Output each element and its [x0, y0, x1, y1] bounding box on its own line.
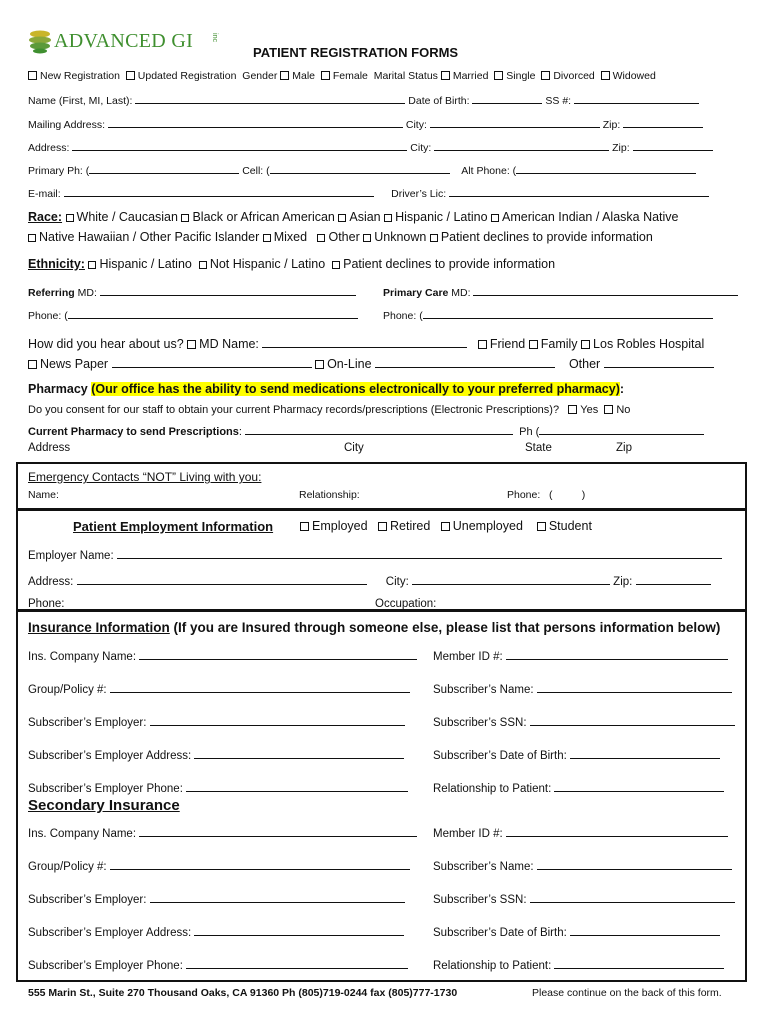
checkbox-icon — [187, 340, 196, 349]
race-option[interactable]: Other — [317, 230, 359, 244]
pharmacy-address-label: Address — [28, 442, 71, 454]
employer-name-row: Employer Name: — [28, 547, 722, 562]
ins-employer-row: Subscriber’s Employer: — [28, 714, 405, 729]
race-option[interactable]: Asian — [338, 210, 380, 224]
mailing-city-field[interactable] — [430, 116, 600, 128]
referring-md-field[interactable] — [100, 284, 356, 296]
ins-group-field[interactable] — [110, 681, 410, 693]
sec-ins-group-row: Group/Policy #: — [28, 858, 410, 873]
race-option[interactable]: Mixed — [263, 230, 307, 244]
address-row: Address: City: Zip: — [28, 139, 713, 154]
sec-ins-subscriber-dob-row: Subscriber’s Date of Birth: — [433, 924, 720, 939]
race-option[interactable]: Hispanic / Latino — [384, 210, 487, 224]
employment-title: Patient Employment Information — [73, 519, 274, 534]
sec-ins-subscriber-name-row: Subscriber’s Name: — [433, 858, 732, 873]
drivers-lic-field[interactable] — [449, 185, 709, 197]
online-field[interactable] — [375, 356, 555, 368]
gender-label: Gender — [242, 70, 278, 82]
ins-member-id-row: Member ID #: — [433, 648, 728, 663]
ss-field[interactable] — [574, 92, 699, 104]
ins-employer-phone-field[interactable] — [186, 780, 408, 792]
sec-ins-group-field[interactable] — [110, 858, 410, 870]
primary-care-md-field[interactable] — [473, 284, 738, 296]
checkbox-icon — [604, 405, 613, 414]
marital-label: Marital Status — [373, 70, 438, 82]
checkbox-icon — [384, 214, 392, 222]
checkbox-icon — [430, 234, 438, 242]
city-field[interactable] — [434, 139, 609, 151]
primary-care-phone-field[interactable] — [423, 307, 713, 319]
checkbox-female[interactable]: Female — [321, 70, 368, 82]
checkbox-widowed[interactable]: Widowed — [601, 70, 656, 82]
name-row: Name (First, MI, Last): Date of Birth: SS #: — [28, 92, 699, 107]
md-name-field[interactable] — [262, 336, 467, 348]
hear-row-2: News Paper On-Line Other — [28, 356, 714, 371]
checkbox-icon — [491, 214, 499, 222]
pharmacy-city-label: City — [344, 442, 364, 454]
checkbox-new-registration[interactable]: New Registration — [28, 70, 120, 82]
referring-phone-row: Phone: ( — [28, 307, 358, 322]
primary-phone-field[interactable] — [89, 162, 239, 174]
checkbox-icon — [378, 522, 387, 531]
sec-ins-company-field[interactable] — [139, 825, 417, 837]
checkbox-icon — [28, 234, 36, 242]
sec-ins-member-id-row: Member ID #: — [433, 825, 728, 840]
occupation-label[interactable]: Occupation: — [375, 598, 437, 610]
checkbox-icon — [541, 71, 550, 80]
ins-subscriber-name-row: Subscriber’s Name: — [433, 681, 732, 696]
race-option[interactable]: Patient declines to provide information — [430, 230, 653, 244]
checkbox-icon — [441, 522, 450, 531]
checkbox-updated-registration[interactable]: Updated Registration — [126, 70, 237, 82]
ins-relationship-field[interactable] — [554, 780, 724, 792]
checkbox-single[interactable]: Single — [494, 70, 535, 82]
checkbox-icon — [441, 71, 450, 80]
ethnicity-option[interactable]: Hispanic / Latino — [88, 257, 191, 271]
sec-ins-employer-address-row: Subscriber’s Employer Address: — [28, 924, 404, 939]
checkbox-male[interactable]: Male — [280, 70, 315, 82]
referring-phone-field[interactable] — [68, 307, 358, 319]
race-option[interactable]: Black or African American — [181, 210, 334, 224]
footer-address: 555 Marin St., Suite 270 Thousand Oaks, CA 91360 Ph (805)719-0244 fax (805)777-1730 — [28, 987, 458, 999]
sec-ins-employer-address-field[interactable] — [194, 924, 404, 936]
ins-company-field[interactable] — [139, 648, 417, 660]
sec-ins-subscriber-dob-field[interactable] — [570, 924, 720, 936]
pharmacy-state-label: State — [525, 442, 552, 454]
sec-ins-relationship-row: Relationship to Patient: — [433, 957, 724, 972]
secondary-insurance-title: Secondary Insurance — [28, 797, 180, 814]
ins-company-row: Ins. Company Name: — [28, 648, 417, 663]
news-paper-field[interactable] — [112, 356, 312, 368]
employment-status-row — [300, 519, 592, 533]
sec-ins-subscriber-ssn-field[interactable] — [530, 891, 735, 903]
ins-subscriber-dob-row: Subscriber’s Date of Birth: — [433, 747, 720, 762]
checkbox-friend[interactable]: Friend — [478, 337, 525, 351]
ins-employer-address-row: Subscriber’s Employer Address: — [28, 747, 404, 762]
checkbox-icon — [332, 261, 340, 269]
checkbox-employed[interactable]: Employed — [300, 519, 368, 533]
checkbox-consent-yes[interactable]: Yes — [568, 404, 598, 416]
emergency-relationship-label[interactable]: Relationship: — [299, 489, 360, 501]
checkbox-on-line[interactable]: On-Line — [315, 357, 371, 371]
checkbox-consent-no[interactable]: No — [604, 404, 630, 416]
race-row-2 — [28, 230, 653, 244]
pharmacy-heading: Pharmacy (Our office has the ability to send medications electronically to your preferred pharmacy): — [28, 382, 625, 396]
ethnicity-label: Ethnicity: — [28, 257, 85, 271]
race-row-1 — [28, 210, 679, 224]
hear-row-1: How did you hear about us? MD Name: Friend Family Los Robles Hospital — [28, 337, 705, 351]
checkbox-icon — [321, 71, 330, 80]
checkbox-retired[interactable]: Retired — [378, 519, 430, 533]
sec-ins-subscriber-ssn-row: Subscriber’s SSN: — [433, 891, 735, 906]
checkbox-icon — [300, 522, 309, 531]
checkbox-icon — [199, 261, 207, 269]
sec-ins-employer-row: Subscriber’s Employer: — [28, 891, 405, 906]
checkbox-news-paper[interactable]: News Paper — [28, 357, 108, 371]
sec-ins-employer-phone-field[interactable] — [186, 957, 408, 969]
page-title: PATIENT REGISTRATION FORMS — [253, 45, 459, 60]
checkbox-md[interactable]: MD — [187, 337, 218, 351]
emergency-phone-label[interactable]: Phone: ( ) — [507, 489, 586, 501]
checkbox-icon — [88, 261, 96, 269]
sec-ins-member-id-field[interactable] — [506, 825, 728, 837]
checkbox-icon — [601, 71, 610, 80]
employer-phone-label[interactable]: Phone: — [28, 598, 65, 610]
mailing-address-field[interactable] — [108, 116, 403, 128]
checkbox-family[interactable]: Family — [529, 337, 578, 351]
race-option[interactable]: Native Hawaiian / Other Pacific Islander — [28, 230, 259, 244]
checkbox-icon — [280, 71, 289, 80]
logo-mark-icon — [28, 28, 52, 54]
alt-phone-field[interactable] — [516, 162, 696, 174]
email-field[interactable] — [64, 185, 374, 197]
ins-subscriber-ssn-row: Subscriber’s SSN: — [433, 714, 735, 729]
checkbox-unemployed[interactable]: Unemployed — [441, 519, 523, 533]
emergency-title: Emergency Contacts “NOT” Living with you: — [28, 470, 262, 484]
sec-ins-employer-phone-row: Subscriber’s Employer Phone: — [28, 957, 408, 972]
phone-row: Primary Ph: ( Cell: ( Alt Phone: ( — [28, 162, 696, 177]
checkbox-icon — [263, 234, 271, 242]
logo-text: ADVANCED GI — [54, 30, 194, 52]
sec-ins-employer-field[interactable] — [150, 891, 405, 903]
race-label: Race: — [28, 210, 63, 224]
mailing-row: Mailing Address: City: Zip: — [28, 116, 703, 131]
sec-ins-subscriber-name-field[interactable] — [537, 858, 732, 870]
checkbox-divorced[interactable]: Divorced — [541, 70, 594, 82]
sec-ins-relationship-field[interactable] — [554, 957, 724, 969]
name-field[interactable] — [135, 92, 405, 104]
ins-group-row: Group/Policy #: — [28, 681, 410, 696]
checkbox-icon — [181, 214, 189, 222]
primary-care-md-row: Primary Care MD: — [383, 284, 738, 299]
footer-continue-note: Please continue on the back of this form. — [532, 987, 722, 999]
ethnicity-option[interactable]: Patient declines to provide information — [332, 257, 555, 271]
checkbox-icon — [66, 214, 74, 222]
checkbox-icon — [478, 340, 487, 349]
checkbox-icon — [28, 360, 37, 369]
dob-field[interactable] — [472, 92, 542, 104]
checkbox-icon — [126, 71, 135, 80]
employer-city-field[interactable] — [412, 573, 610, 585]
zip-field[interactable] — [633, 139, 713, 151]
ins-relationship-row: Relationship to Patient: — [433, 780, 724, 795]
ins-member-id-field[interactable] — [506, 648, 728, 660]
race-option[interactable]: White / Caucasian — [66, 210, 178, 224]
employer-name-field[interactable] — [117, 547, 722, 559]
current-pharmacy-row: Current Pharmacy to send Prescriptions: Ph ( — [28, 423, 704, 438]
employer-address-row: Address: City: Zip: — [28, 573, 711, 588]
emergency-name-label[interactable]: Name: — [28, 489, 59, 501]
ins-subscriber-dob-field[interactable] — [570, 747, 720, 759]
ins-employer-field[interactable] — [150, 714, 405, 726]
checkbox-icon — [315, 360, 324, 369]
ins-subscriber-ssn-field[interactable] — [530, 714, 735, 726]
checkbox-icon — [494, 71, 503, 80]
pharmacy-note: (Our office has the ability to send medications electronically to your preferred pharmacy) — [91, 382, 620, 396]
checkbox-icon — [28, 71, 37, 80]
checkbox-married[interactable]: Married — [441, 70, 489, 82]
primary-care-phone-row: Phone: ( — [383, 307, 713, 322]
address-field[interactable] — [72, 139, 407, 151]
sec-ins-company-row: Ins. Company Name: — [28, 825, 417, 840]
insurance-title: Insurance Information (If you are Insured through someone else, please list that persons information below) — [28, 620, 721, 635]
cell-field[interactable] — [270, 162, 450, 174]
employer-zip-field[interactable] — [636, 573, 711, 585]
checkbox-icon — [568, 405, 577, 414]
ins-employer-address-field[interactable] — [194, 747, 404, 759]
pharmacy-consent-row: Do you consent for our staff to obtain your current Pharmacy records/prescriptions (Electronic Prescriptions)? Yes No — [28, 404, 631, 416]
registration-row — [28, 70, 656, 82]
checkbox-icon — [581, 340, 590, 349]
race-option[interactable]: Unknown — [363, 230, 426, 244]
ethnicity-option[interactable]: Not Hispanic / Latino — [199, 257, 325, 271]
checkbox-icon — [363, 234, 371, 242]
email-row: E-mail: Driver’s Lic: — [28, 185, 709, 200]
current-pharmacy-field[interactable] — [245, 423, 513, 435]
pharmacy-zip-label: Zip — [616, 442, 632, 454]
ins-subscriber-name-field[interactable] — [537, 681, 732, 693]
checkbox-los-robles-hospital[interactable]: Los Robles Hospital — [581, 337, 704, 351]
referring-md-row: Referring MD: — [28, 284, 356, 299]
checkbox-icon — [537, 522, 546, 531]
race-option[interactable]: American Indian / Alaska Native — [491, 210, 678, 224]
employer-address-field[interactable] — [77, 573, 367, 585]
ethnicity-row — [28, 257, 555, 271]
checkbox-icon — [529, 340, 538, 349]
checkbox-icon — [338, 214, 346, 222]
ins-employer-phone-row: Subscriber’s Employer Phone: — [28, 780, 408, 795]
other-field[interactable] — [604, 356, 714, 368]
mailing-zip-field[interactable] — [623, 116, 703, 128]
checkbox-icon — [317, 234, 325, 242]
pharmacy-phone-field[interactable] — [539, 423, 704, 435]
checkbox-student[interactable]: Student — [537, 519, 592, 533]
logo-suffix: inc — [210, 33, 218, 42]
